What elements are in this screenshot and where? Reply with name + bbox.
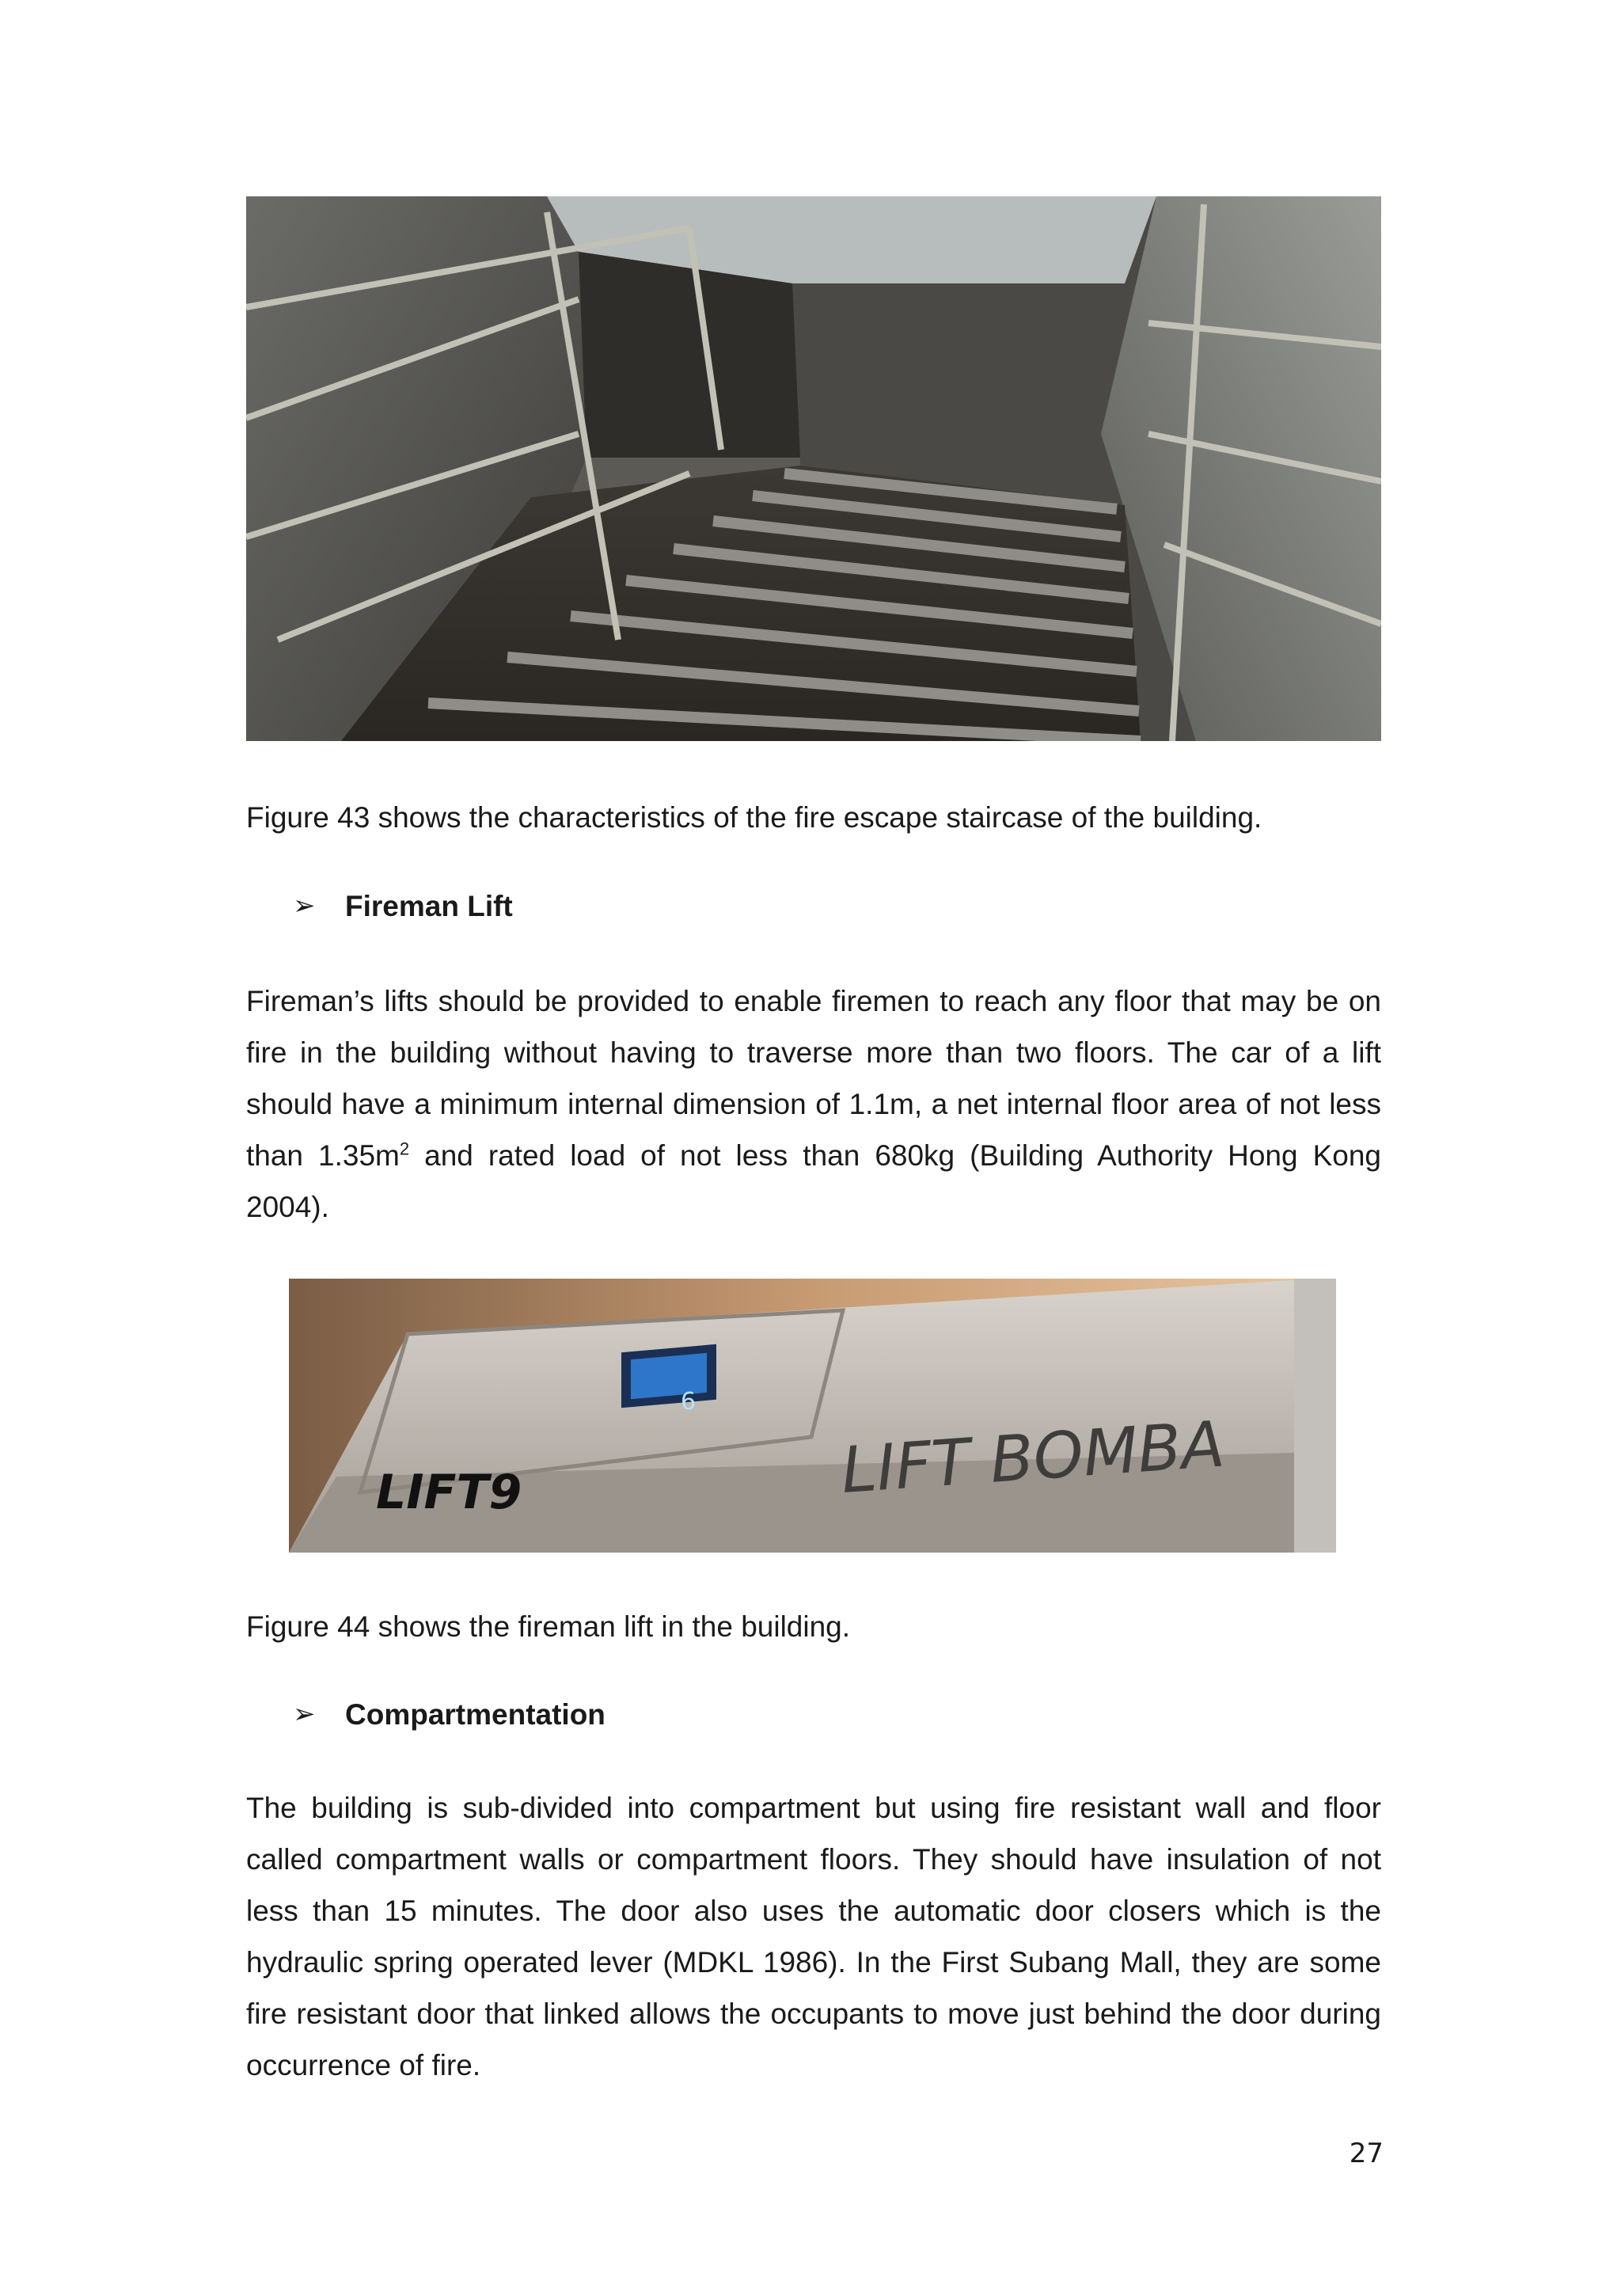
figure-43-caption: Figure 43 shows the characteristics of the fire escape staircase of the building. bbox=[246, 801, 1262, 834]
fireman-lift-photo bbox=[289, 1279, 1336, 1553]
fireman-lift-paragraph bbox=[246, 975, 1381, 1233]
lift-number-sign: LIFT9 bbox=[376, 1465, 522, 1520]
page-number: 27 bbox=[1349, 2138, 1384, 2169]
heading-text: Fireman Lift bbox=[345, 890, 513, 922]
section-heading-fireman-lift bbox=[293, 880, 1322, 932]
superscript: 2 bbox=[399, 1138, 410, 1159]
compartmentation-paragraph: The building is sub-divided into compartment but using fire resistant wall and floor called compartment walls or compartment floors. They should have insulation of not less than 15 minutes. The door also uses the automatic door closers which is the hydraulic spring operated lever (MDKL 1986). In the First Subang Mall, they are some fire resistant door that linked allows the occupants to move just behind the door during occurrence of fire. bbox=[246, 1792, 1381, 2081]
section-heading-compartmentation bbox=[293, 1689, 1322, 1740]
lift-name-sign: LIFT BOMBA bbox=[838, 1407, 1228, 1507]
paragraph-text: Fireman’s lifts should be provided to enable firemen to reach any floor that may be on fire in the building without having to traverse more than two floors. The car of a lift should have a minimum internal dimension of 1.1m, a net internal floor area of not less than 1.35m bbox=[246, 985, 1381, 1172]
figure-44-caption: Figure 44 shows the fireman lift in the building. bbox=[246, 1610, 851, 1643]
paragraph-text-cont: and rated load of not less than 680kg (Building Authority Hong Kong 2004). bbox=[246, 1139, 1381, 1223]
arrowhead-bullet-icon: ➢ bbox=[293, 891, 316, 921]
floor-display-number: 6 bbox=[681, 1388, 697, 1416]
heading-text: Compartmentation bbox=[345, 1698, 606, 1731]
staircase-photo bbox=[246, 196, 1381, 741]
arrowhead-bullet-icon: ➢ bbox=[293, 1699, 316, 1729]
